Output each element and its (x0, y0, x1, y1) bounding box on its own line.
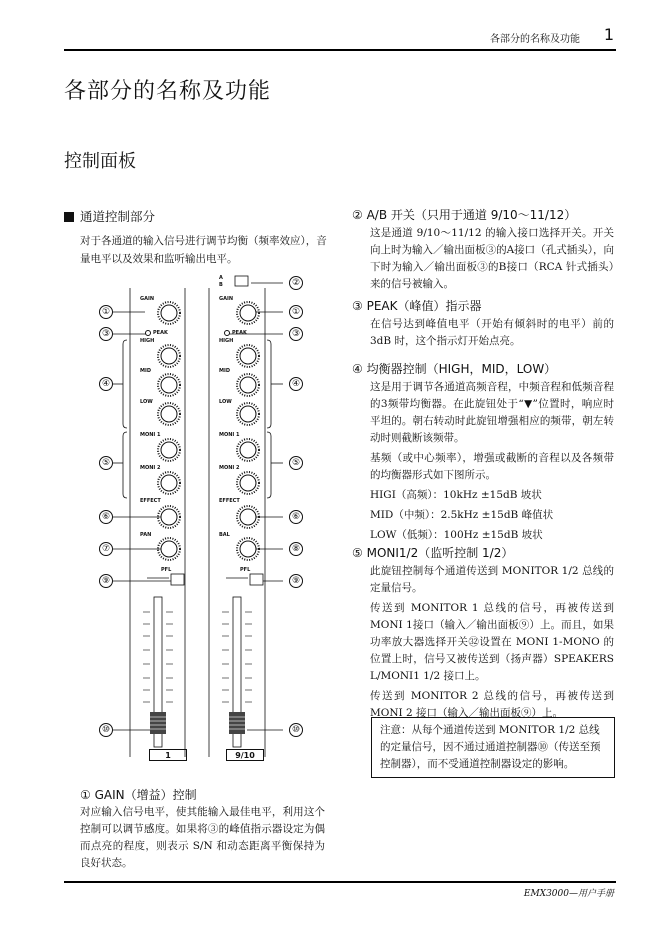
peak-label: PEAK (232, 330, 247, 336)
low-label: LOW (219, 399, 232, 405)
item-heading (352, 206, 614, 223)
item-ab-switch (352, 206, 614, 293)
callout-7: ⑦ (99, 542, 113, 556)
moni2-label: MONI 2 (140, 465, 161, 471)
page-number: 1 (603, 25, 614, 44)
channel-label: 1 (149, 749, 187, 761)
item-body: 对应输入信号电平，使其能输入最佳电平，利用这个控制可以调节感度。如果将③的峰值指示器设定为偶而点亮的程度，则表示 S/N 和动态距离平衡保持为良好状态。 (80, 806, 325, 869)
item-gain (80, 786, 330, 803)
high-label: HIGH (140, 338, 155, 344)
item-title: MONI1/2（监听控制 1/2） (366, 546, 514, 560)
moni2-label: MONI 2 (219, 465, 240, 471)
item-number: ② (352, 208, 363, 222)
item-heading (352, 297, 614, 314)
item-body: 传送到 MONITOR 1 总线的信号，再被传送到 MONI 1接口（输入／输出面板⑨）上。而且，如果功率放大器选择开关㉜设置在 MONI 1-MONO 的位置上时，信号又被传送到（扬声器）SPEAKERS L/MONI1 1/2 接口上。 (370, 602, 614, 682)
mid-label: MID (219, 368, 230, 374)
subsection-intro: 对于各通道的输入信号进行调节均衡（频率效应），音量电平以及效果和监听输出电平。 (80, 235, 327, 265)
item-body: 这是通道 9/10～11/12 的输入接口选择开关。开关向上时为输入／输出面板③的A接口（孔式插头），向下时为输入／输出面板③的B接口（RCA 针式插头）来的信号被输入。 (370, 227, 614, 290)
item-equalizer (352, 360, 614, 544)
callout-10: ⑩ (99, 723, 113, 737)
callout-4: ④ (99, 377, 113, 391)
header-rule (64, 49, 616, 51)
callout-5: ⑤ (289, 456, 303, 470)
ab-switch-b-label: B (219, 282, 223, 288)
callout-10: ⑩ (289, 723, 303, 737)
item-title: 均衡器控制（HIGH，MID，LOW） (366, 362, 557, 376)
item-body: 基频（或中心频率），增强或截断的音程以及各频带的均衡器形式如下图所示。 (370, 452, 614, 481)
item-number: ③ (352, 299, 363, 313)
section-title: 控制面板 (64, 151, 136, 172)
note-box: 注意：从每个通道传送到 MONITOR 1/2 总线的定量信号，因不通过通道控制器⑩（传送至预控制器），而不受通道控制器设定的影响。 (371, 717, 615, 778)
item-heading (352, 544, 614, 561)
item-body: 传送到 MONITOR 2 总线的信号，再被传送到 MONI 2 接口（输入／输出面板⑨）上。 (370, 690, 614, 719)
item-body: 这是用于调节各通道高频音程，中频音程和低频音程的3频带均衡器。在此旋钮处于“▼”位置时，响应时平坦的。朝右转动时此旋钮增强相应的频带，朝左转动时则截断该频带。 (370, 381, 614, 444)
peak-label: PEAK (153, 330, 168, 336)
item-body: 此旋钮控制每个通道传送到 MONITOR 1/2 总线的定量信号。 (370, 565, 614, 594)
gain-label: GAIN (219, 296, 234, 302)
effect-label: EFFECT (219, 498, 240, 504)
square-bullet-icon (64, 212, 74, 222)
item-title: GAIN（增益）控制 (94, 788, 197, 802)
bal-label: BAL (219, 532, 230, 538)
item-number: ⑤ (352, 546, 363, 560)
effect-label: EFFECT (140, 498, 161, 504)
callout-8: ⑧ (289, 542, 303, 556)
item-heading (80, 786, 330, 803)
footer-rule (64, 881, 616, 883)
moni1-label: MONI 1 (219, 432, 240, 438)
item-peak (352, 297, 614, 350)
subsection-heading (64, 207, 155, 225)
pfl-label: PFL (161, 567, 172, 573)
callout-1: ① (99, 305, 113, 319)
eq-spec: MID（中频）：2.5kHz ±15dB 峰值状 (370, 509, 554, 521)
item-heading (352, 360, 614, 377)
item-title: PEAK（峰值）指示器 (366, 299, 482, 313)
channel-label: 9/10 (226, 749, 264, 761)
footer-text: EMX3000—用户手册 (523, 889, 614, 899)
channel-strip-illustration (95, 272, 320, 770)
callout-9: ⑨ (289, 574, 303, 588)
page-title: 各部分的名称及功能 (64, 79, 272, 104)
subsection-title: 通道控制部分 (80, 209, 156, 224)
callout-3: ③ (289, 327, 303, 341)
callout-6: ⑥ (289, 510, 303, 524)
item-body: 在信号达到峰值电平（开始有倾斜时的电平）前的 3dB 时，这个指示灯开始点亮。 (370, 318, 614, 347)
callout-5: ⑤ (99, 456, 113, 470)
moni1-label: MONI 1 (140, 432, 161, 438)
callout-3: ③ (99, 327, 113, 341)
callout-1: ① (289, 305, 303, 319)
eq-spec: LOW（低频）：100Hz ±15dB 坡状 (370, 529, 543, 541)
pan-label: PAN (140, 532, 152, 538)
channel-strip-diagram (95, 272, 320, 770)
pfl-label: PFL (240, 567, 251, 573)
item-number: ④ (352, 362, 363, 376)
item-number: ① (80, 788, 91, 802)
ab-switch-a-label: A (219, 275, 223, 281)
mid-label: MID (140, 368, 151, 374)
item-moni (352, 544, 614, 722)
callout-6: ⑥ (99, 510, 113, 524)
gain-label: GAIN (140, 296, 155, 302)
eq-spec: HIGI（高频）：10kHz ±15dB 坡状 (370, 489, 542, 501)
callout-4: ④ (289, 377, 303, 391)
item-title: A/B 开关（只用于通道 9/10～11/12） (366, 208, 577, 222)
callout-9: ⑨ (99, 574, 113, 588)
low-label: LOW (140, 399, 153, 405)
high-label: HIGH (219, 338, 234, 344)
callout-2: ② (289, 276, 303, 290)
running-header-title: 各部分的名称及功能 (490, 34, 580, 45)
